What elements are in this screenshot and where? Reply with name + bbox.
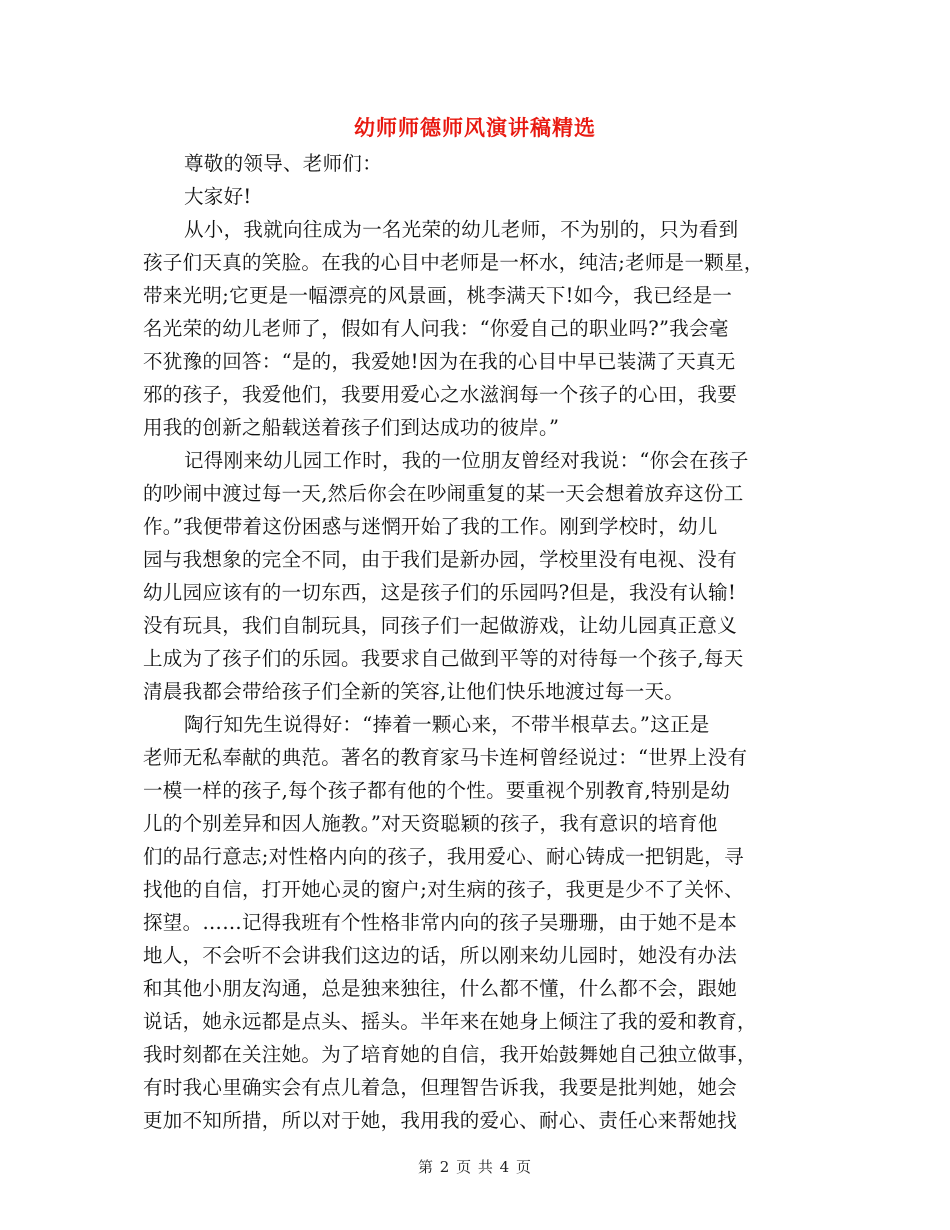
- text-line: 从小，我就向往成为一名光荣的幼儿老师，不为别的，只为看到: [184, 218, 739, 241]
- text-line: 清晨我都会带给孩子们全新的笑容,让他们快乐地渡过每一天。: [143, 680, 685, 703]
- text-line: 儿的个别差异和因人施教。”对天资聪颖的孩子，我有意识的培育他: [143, 812, 718, 835]
- document-title: 幼师师德师风演讲稿精选: [354, 116, 596, 140]
- text-line: 的吵闹中渡过每一天,然后你会在吵闹重复的某一天会想着放弃这份工: [143, 482, 744, 505]
- text-line: 更加不知所措，所以对于她，我用我的爱心、耐心、责任心来帮她找: [143, 1109, 738, 1132]
- text-line: 没有玩具，我们自制玩具，同孩子们一起做游戏，让幼儿园真正意义: [143, 614, 738, 637]
- text-line: 记得刚来幼儿园工作时，我的一位朋友曾经对我说：“你会在孩子: [184, 449, 749, 472]
- text-line: 一模一样的孩子,每个孩子都有他的个性。要重视个别教育,特别是幼: [143, 779, 731, 802]
- text-line: 们的品行意志;对性格内向的孩子，我用爱心、耐心铸成一把钥匙，寻: [143, 845, 744, 868]
- text-line: 邪的孩子，我爱他们，我要用爱心之水滋润每一个孩子的心田，我要: [143, 383, 738, 406]
- text-line: 和其他小朋友沟通，总是独来独往，什么都不懂，什么都不会，跟她: [143, 977, 738, 1000]
- text-line: 大家好!: [184, 185, 252, 208]
- text-line: 我时刻都在关注她。为了培育她的自信，我开始鼓舞她自己独立做事，: [143, 1043, 757, 1066]
- text-line: 带来光明;它更是一幅漂亮的风景画，桃李满天下!如今，我已经是一: [143, 284, 733, 307]
- text-line: 园与我想象的完全不同，由于我们是新办园，学校里没有电视、没有: [143, 548, 738, 571]
- text-line: 找他的自信，打开她心灵的窗户;对生病的孩子，我更是少不了关怀、: [143, 878, 744, 901]
- text-line: 陶行知先生说得好：“捧着一颗心来，不带半根草去。”这正是: [184, 713, 710, 736]
- text-line: 作。”我便带着这份困惑与迷惘开始了我的工作。刚到学校时，幼儿: [143, 515, 718, 538]
- text-line: 孩子们天真的笑脸。在我的心目中老师是一杯水，纯洁;老师是一颗星，: [143, 251, 764, 274]
- page-footer: 第 2 页 共 4 页: [418, 1158, 532, 1176]
- text-line: 地人，不会听不会讲我们这边的话，所以刚来幼儿园时，她没有办法: [143, 944, 738, 967]
- text-line: 幼儿园应该有的一切东西，这是孩子们的乐园吗?但是，我没有认输!: [143, 581, 737, 604]
- text-line: 上成为了孩子们的乐园。我要求自己做到平等的对待每一个孩子,每天: [143, 647, 744, 670]
- text-line: 名光荣的幼儿老师了，假如有人问我：“你爱自己的职业吗?”我会毫: [143, 317, 729, 340]
- document-body: [143, 147, 811, 1137]
- text-line: 用我的创新之船载送着孩子们到达成功的彼岸。”: [143, 416, 560, 439]
- text-line: 老师无私奉献的典范。著名的教育家马卡连柯曾经说过：“世界上没有: [143, 746, 748, 769]
- text-line: 有时我心里确实会有点儿着急，但理智告诉我，我要是批判她，她会: [143, 1076, 738, 1099]
- text-line: 说话，她永远都是点头、摇头。半年来在她身上倾注了我的爱和教育，: [143, 1010, 757, 1033]
- text-line: 不犹豫的回答：“是的，我爱她!因为在我的心目中早已装满了天真无: [143, 350, 736, 373]
- text-line: 尊敬的领导、老师们：: [184, 152, 383, 175]
- text-line: 探望。……记得我班有个性格非常内向的孩子吴珊珊，由于她不是本: [143, 911, 738, 934]
